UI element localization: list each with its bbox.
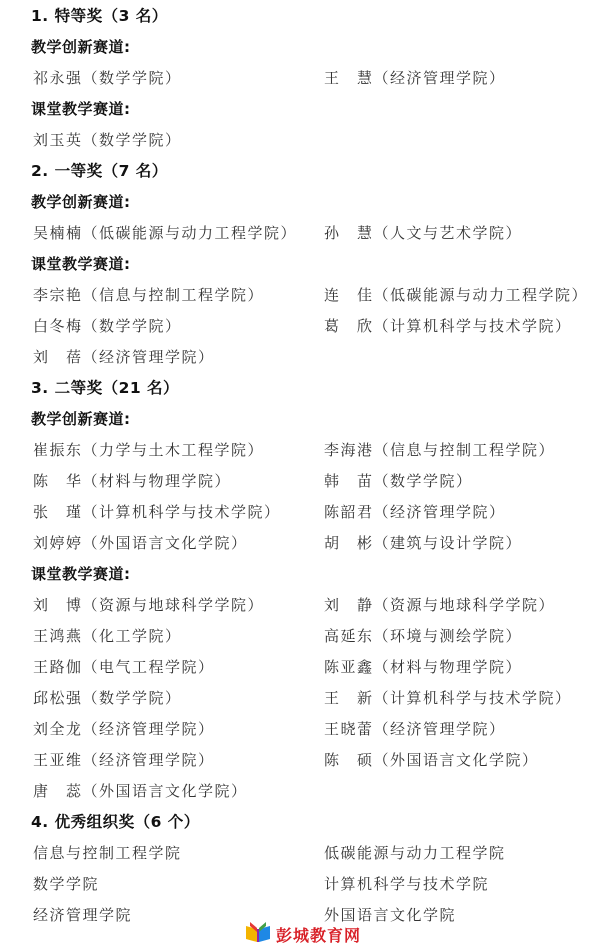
winner-entry: 陈亚鑫（材料与物理学院） xyxy=(324,658,523,676)
track-label: 课堂教学赛道: xyxy=(31,100,131,118)
winner-row xyxy=(0,497,600,528)
winner-entry: 刘玉英（数学学院） xyxy=(33,131,182,149)
track-label: 课堂教学赛道: xyxy=(31,565,131,583)
winner-entry: 王路伽（电气工程学院） xyxy=(33,658,215,676)
winner-row xyxy=(0,683,600,714)
winner-entry: 高延东（环境与测绘学院） xyxy=(324,627,523,645)
track-label: 课堂教学赛道: xyxy=(31,255,131,273)
winner-entry: 连 佳（低碳能源与动力工程学院） xyxy=(324,286,589,304)
colorful-book-icon xyxy=(244,920,272,948)
winner-entry: 陈 华（材料与物理学院） xyxy=(33,472,232,490)
winner-row xyxy=(0,435,600,466)
winner-row xyxy=(0,342,600,373)
track-heading xyxy=(0,94,600,125)
section-title: 2. 一等奖（7 名） xyxy=(31,162,168,180)
winner-entry: 邱松强（数学学院） xyxy=(33,689,182,707)
winner-entry: 外国语言文化学院 xyxy=(324,906,457,924)
track-heading xyxy=(0,249,600,280)
winner-entry: 白冬梅（数学学院） xyxy=(33,317,182,335)
winner-entry: 李海港（信息与控制工程学院） xyxy=(324,441,556,459)
winner-row xyxy=(0,218,600,249)
winner-entry: 胡 彬（建筑与设计学院） xyxy=(324,534,523,552)
winner-row xyxy=(0,466,600,497)
site-watermark xyxy=(244,921,361,947)
winner-entry: 刘婷婷（外国语言文化学院） xyxy=(33,534,248,552)
winner-entry: 葛 欣（计算机科学与技术学院） xyxy=(324,317,572,335)
winner-row xyxy=(0,621,600,652)
track-label: 教学创新赛道: xyxy=(31,193,131,211)
winner-entry: 孙 慧（人文与艺术学院） xyxy=(324,224,523,242)
winner-entry: 李宗艳（信息与控制工程学院） xyxy=(33,286,265,304)
track-heading xyxy=(0,32,600,63)
winner-row xyxy=(0,745,600,776)
winner-row xyxy=(0,838,600,869)
winner-entry: 信息与控制工程学院 xyxy=(33,844,182,862)
winner-row xyxy=(0,776,600,807)
winner-entry: 陈韶君（经济管理学院） xyxy=(324,503,506,521)
track-heading xyxy=(0,404,600,435)
winner-row xyxy=(0,590,600,621)
winner-entry: 吴楠楠（低碳能源与动力工程学院） xyxy=(33,224,298,242)
winner-entry: 计算机科学与技术学院 xyxy=(324,875,490,893)
track-label: 教学创新赛道: xyxy=(31,410,131,428)
winner-entry: 唐 蕊（外国语言文化学院） xyxy=(33,782,248,800)
winner-entry: 王鸿燕（化工学院） xyxy=(33,627,182,645)
winner-entry: 低碳能源与动力工程学院 xyxy=(324,844,506,862)
winner-row xyxy=(0,714,600,745)
winner-entry: 王 新（计算机科学与技术学院） xyxy=(324,689,572,707)
track-label: 教学创新赛道: xyxy=(31,38,131,56)
section-heading xyxy=(0,807,600,838)
winner-row xyxy=(0,280,600,311)
track-heading xyxy=(0,559,600,590)
track-heading xyxy=(0,187,600,218)
winner-entry: 祁永强（数学学院） xyxy=(33,69,182,87)
winner-entry: 刘 博（资源与地球科学学院） xyxy=(33,596,265,614)
winner-entry: 陈 硕（外国语言文化学院） xyxy=(324,751,539,769)
winner-entry: 张 瑾（计算机科学与技术学院） xyxy=(33,503,281,521)
winner-row xyxy=(0,63,600,94)
watermark-text: 彭城教育网 xyxy=(276,925,362,945)
winner-row xyxy=(0,125,600,156)
winner-row xyxy=(0,652,600,683)
section-heading xyxy=(0,156,600,187)
winner-entry: 刘全龙（经济管理学院） xyxy=(33,720,215,738)
winner-entry: 王 慧（经济管理学院） xyxy=(324,69,506,87)
winner-entry: 数学学院 xyxy=(33,875,100,893)
section-heading xyxy=(0,373,600,404)
section-title: 3. 二等奖（21 名） xyxy=(31,379,180,397)
winner-entry: 经济管理学院 xyxy=(33,906,133,924)
winner-entry: 王晓蕾（经济管理学院） xyxy=(324,720,506,738)
winner-entry: 崔振东（力学与土木工程学院） xyxy=(33,441,265,459)
section-heading xyxy=(0,1,600,32)
winner-entry: 刘 蓓（经济管理学院） xyxy=(33,348,215,366)
winner-entry: 王亚维（经济管理学院） xyxy=(33,751,215,769)
section-title: 4. 优秀组织奖（6 个） xyxy=(31,813,200,831)
winner-row xyxy=(0,528,600,559)
winner-entry: 刘 静（资源与地球科学学院） xyxy=(324,596,556,614)
winner-entry: 韩 苗（数学学院） xyxy=(324,472,473,490)
winner-row xyxy=(0,869,600,900)
section-title: 1. 特等奖（3 名） xyxy=(31,7,168,25)
winner-row xyxy=(0,311,600,342)
